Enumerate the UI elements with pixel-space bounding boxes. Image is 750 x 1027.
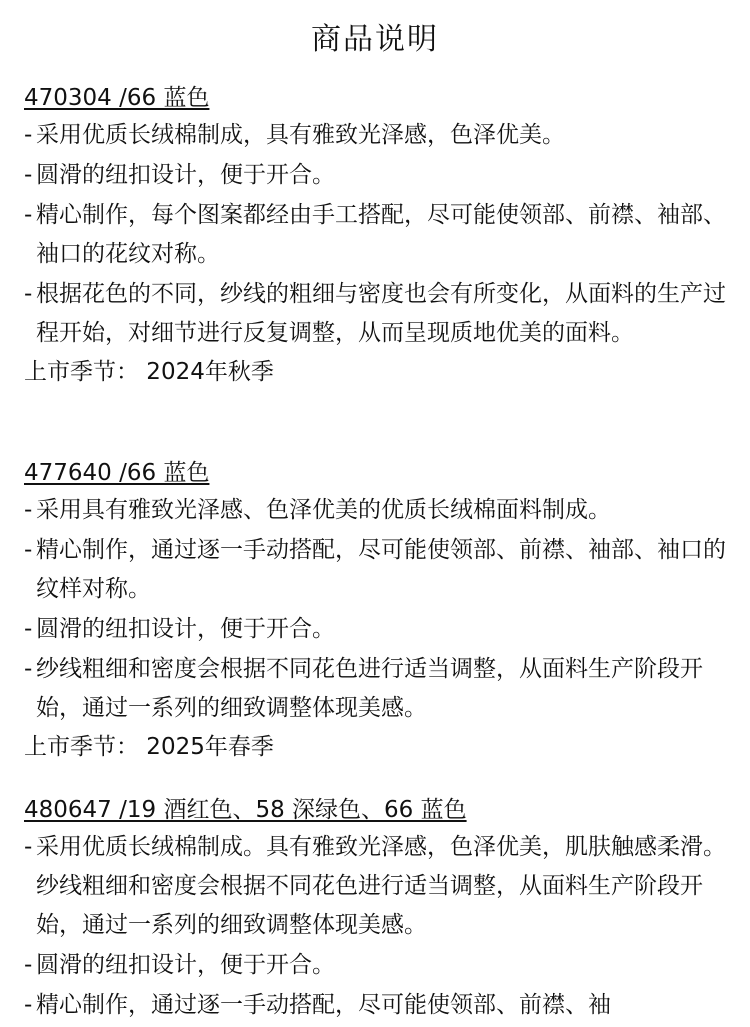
product-heading: 477640 /66 蓝色 (24, 460, 210, 486)
dash-marker: - (24, 656, 33, 682)
bullet-text: 圆滑的纽扣设计，便于开合。 (36, 952, 335, 978)
bullet-text: 根据花色的不同，纱线的粗细与密度也会有所变化，从面料的生产过程开始，对细节进行反复调整，从而呈现质地优美的面料。 (36, 281, 726, 346)
bullet-text: 采用具有雅致光泽感、色泽优美的优质长绒棉面料制成。 (36, 497, 611, 523)
product-heading: 480647 /19 酒红色、58 深绿色、66 蓝色 (24, 797, 467, 823)
bullet-text: 圆滑的纽扣设计，便于开合。 (36, 162, 335, 188)
bullet-item (24, 650, 730, 728)
dash-marker: - (24, 616, 33, 642)
dash-marker: - (24, 162, 33, 188)
release-season: 上市季节： 2024年秋季 (24, 359, 274, 385)
bullet-text: 精心制作，每个图案都经由手工搭配，尽可能使领部、前襟、袖部、袖口的花纹对称。 (36, 202, 726, 267)
bullet-text: 圆滑的纽扣设计，便于开合。 (36, 616, 335, 642)
dash-marker: - (24, 537, 33, 563)
release-season: 上市季节： 2025年春季 (24, 734, 274, 760)
bullet-text: 精心制作，通过逐一手动搭配，尽可能使领部、前襟、袖 (36, 992, 611, 1018)
bullet-item (24, 946, 730, 985)
product-section-477640 (24, 458, 730, 765)
bullet-item (24, 610, 730, 649)
dash-marker: - (24, 281, 33, 307)
bullet-text: 采用优质长绒棉制成。具有雅致光泽感，色泽优美，肌肤触感柔滑。纱线粗细和密度会根据不同花色进行适当调整，从面料生产阶段开始，通过一系列的细致调整体现美感。 (36, 834, 726, 938)
dash-marker: - (24, 122, 33, 148)
dash-marker: - (24, 992, 33, 1018)
bullet-text: 纱线粗细和密度会根据不同花色进行适当调整，从面料生产阶段开始，通过一系列的细致调整体现美感。 (36, 656, 703, 721)
bullet-item (24, 196, 730, 274)
dash-marker: - (24, 497, 33, 523)
product-heading: 470304 /66 蓝色 (24, 85, 210, 111)
bullet-item (24, 531, 730, 609)
product-section-470304 (24, 83, 730, 390)
bullet-item (24, 986, 730, 1025)
bullet-item (24, 116, 730, 155)
bullet-item (24, 156, 730, 195)
dash-marker: - (24, 834, 33, 860)
bullet-item (24, 275, 730, 353)
bullet-text: 精心制作，通过逐一手动搭配，尽可能使领部、前襟、袖部、袖口的纹样对称。 (36, 537, 726, 602)
dash-marker: - (24, 202, 33, 228)
bullet-text: 采用优质长绒棉制成，具有雅致光泽感，色泽优美。 (36, 122, 565, 148)
dash-marker: - (24, 952, 33, 978)
bullet-item (24, 491, 730, 530)
product-section-480647 (24, 795, 730, 1026)
page-title: 商品说明 (311, 22, 439, 57)
bullet-item (24, 828, 730, 945)
